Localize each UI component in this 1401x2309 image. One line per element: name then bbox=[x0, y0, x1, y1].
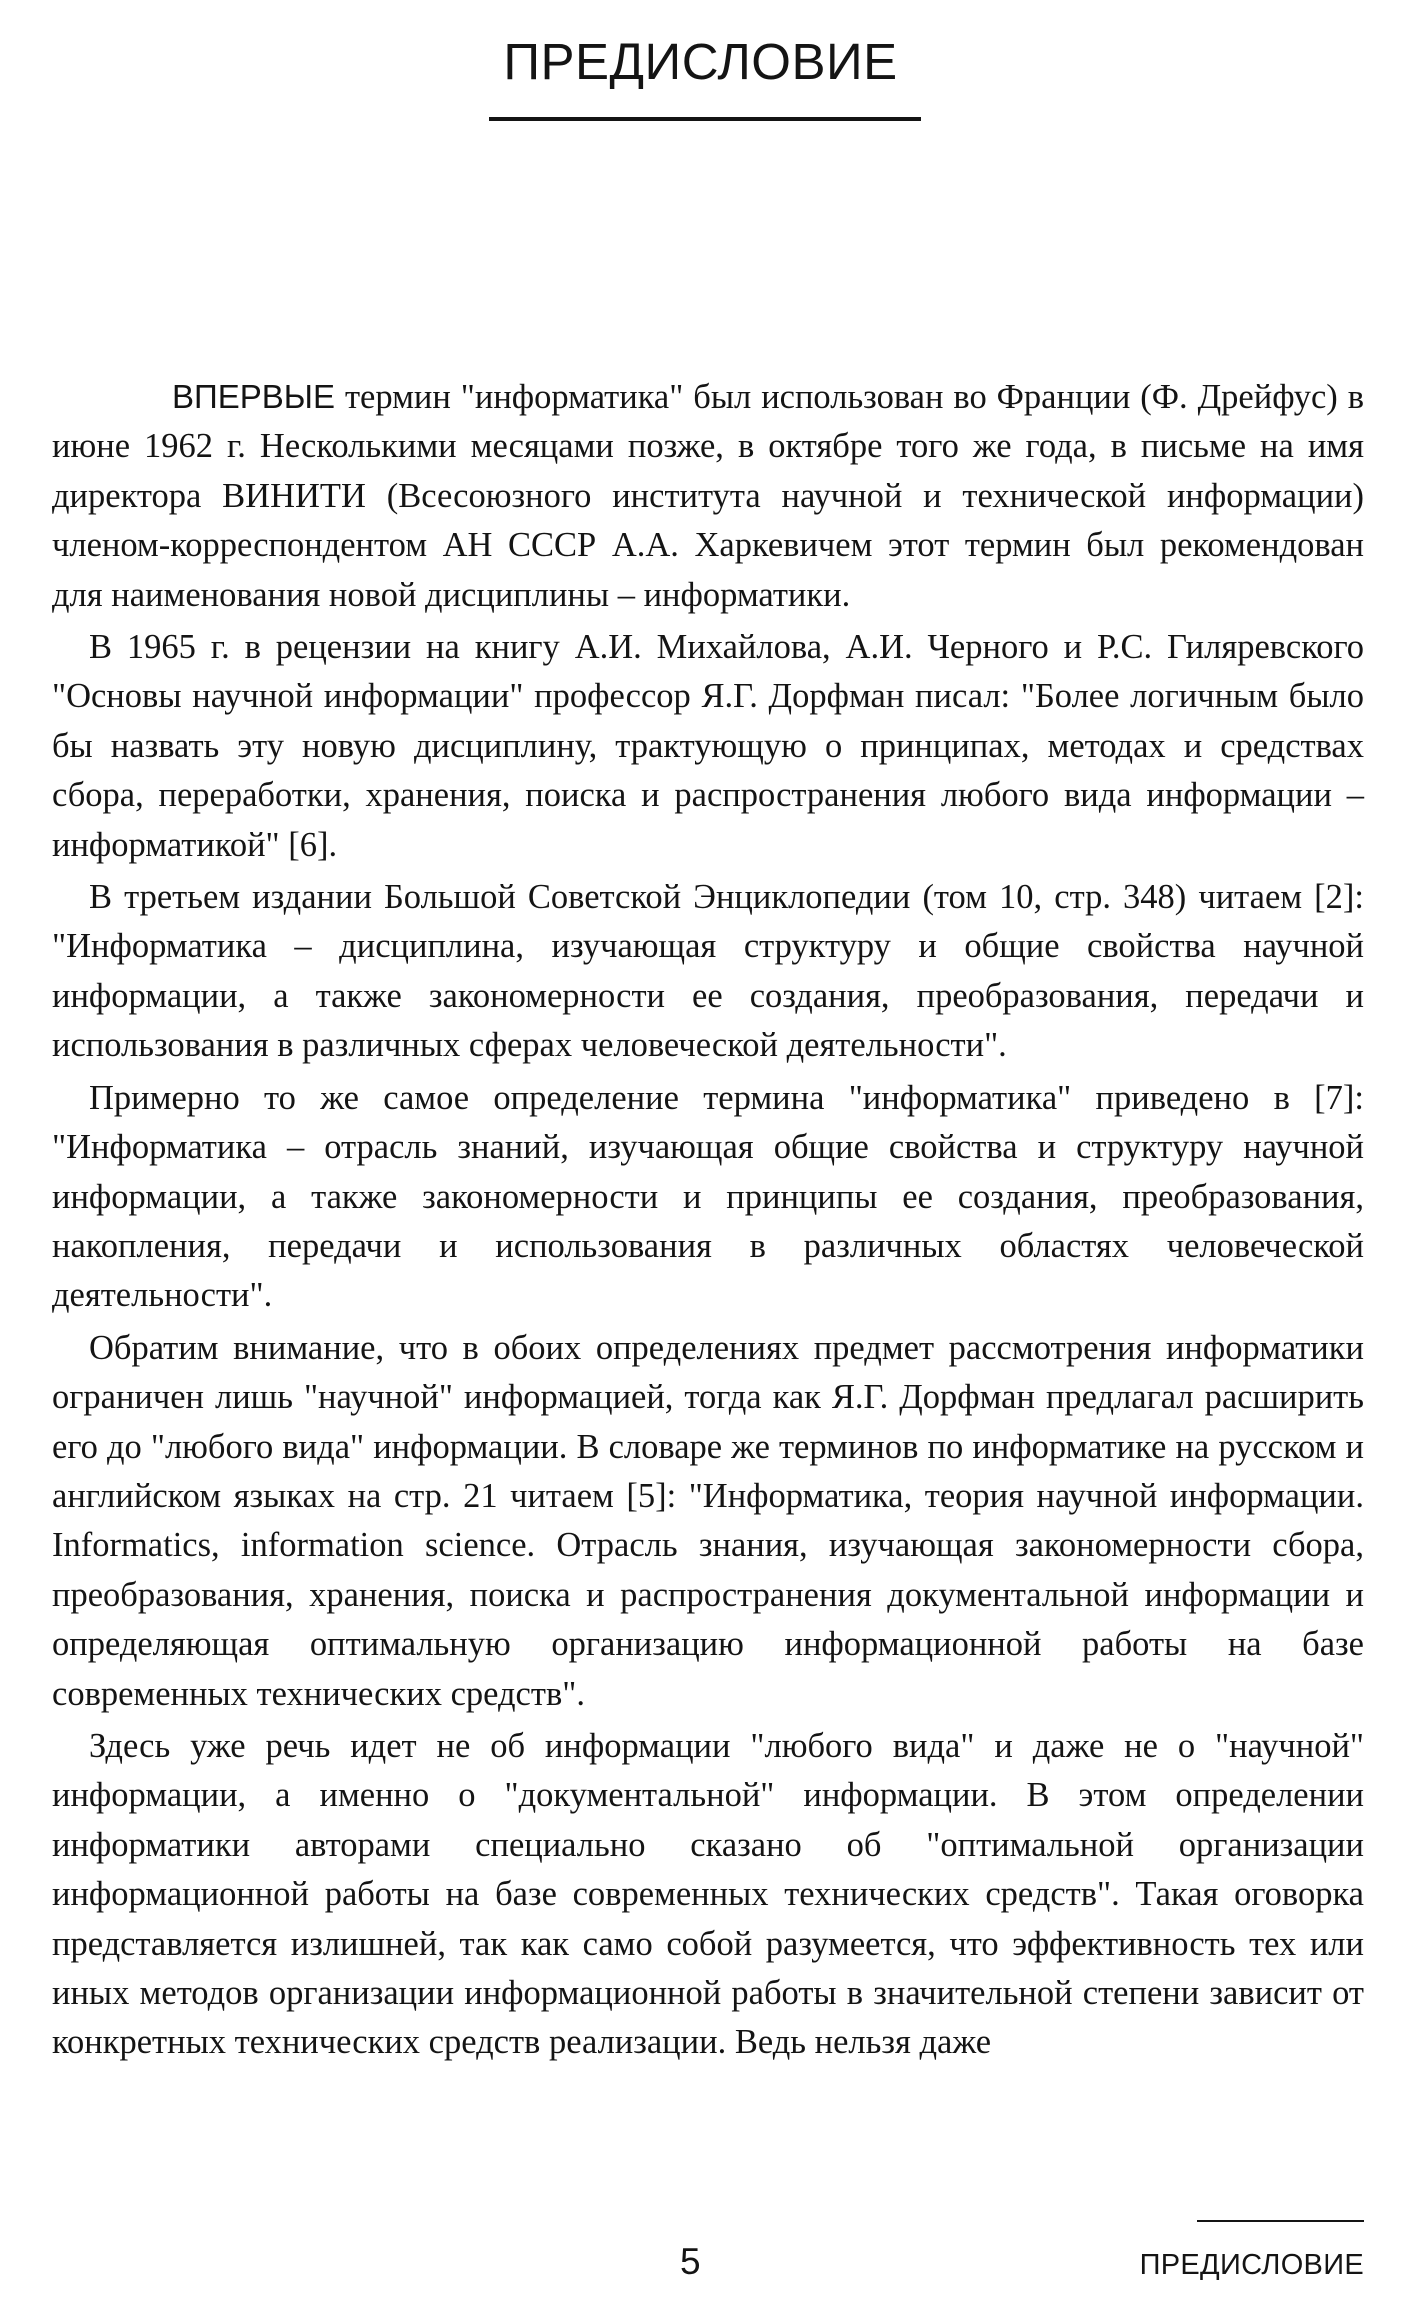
paragraph-1 bbox=[52, 372, 1364, 620]
body-text bbox=[52, 372, 1364, 2071]
lead-word: ВПЕРВЫЕ bbox=[172, 378, 335, 415]
paragraph-4: Примерно то же самое определение термина "информатика" приведено в [7]: "Информатика – отрасль знаний, изучающая общие свойства и структуру научной информации, а также закономерности и принципы ее создания, преобразования, накопления, передачи и использования в различных областях человеческой деятельности". bbox=[52, 1078, 1364, 1315]
paragraph-6: Здесь уже речь идет не об информации "любого вида" и даже не о "научной" информации, а именно о "документальной" информации. В этом определении информатики авторами специально сказано об "оптимальной организации информационной работы на базе современных технических средств". Такая оговорка представляется излишней, так как само собой разумеется, что эффективность тех или иных методов организации информационной работы в значительной степени зависит от конкретных технических средств реализации. Ведь нельзя даже bbox=[52, 1726, 1364, 2062]
paragraph-2: В 1965 г. в рецензии на книгу А.И. Михайлова, А.И. Черного и Р.С. Гиляревского "Основы научной информации" профессор Я.Г. Дорфман писал: "Более логичным было бы назвать эту новую дисциплину, трактующую о принципах, методах и средствах сбора, переработки, хранения, поиска и распространения любого вида информации – информатикой" [6]. bbox=[52, 628, 1364, 864]
footer-rule bbox=[1197, 2220, 1364, 2222]
page-number: 5 bbox=[680, 2241, 701, 2282]
running-head: ПРЕДИСЛОВИЕ bbox=[1139, 2249, 1364, 2281]
page-title: ПРЕДИСЛОВИЕ bbox=[503, 33, 898, 90]
paragraph-1-text: термин "информатика" был использован во Франции (Ф. Дрейфус) в июне 1962 г. Несколькими месяцами позже, в октябре того же года, в письме на имя директора ВИНИТИ (Всесоюзного института научной и технической информации) членом-корреспондентом АН СССР А.А. Харкевичем этот термин был рекомендован для наименования новой дисциплины – информатики. bbox=[52, 378, 1364, 614]
paragraph-5: Обратим внимание, что в обоих определениях предмет рассмотрения информатики ограничен лишь "научной" информацией, тогда как Я.Г. Дорфман предлагал расширить его до "любого вида" информации. В словаре же терминов по информатике на русском и английском языках на стр. 21 читаем [5]: "Информатика, теория научной информации. Informatics, information science. Отрасль знания, изучающая закономерности сбора, преобразования, хранения, поиска и распространения документальной информации и определяющая оптимальную организацию информационной работы на базе современных технических средств". bbox=[52, 1328, 1364, 1713]
paragraph-3: В третьем издании Большой Советской Энциклопедии (том 10, стр. 348) читаем [2]: "Информатика – дисциплина, изучающая структуру и общие свойства научной информации, а также закономерности ее создания, преобразования, передачи и использования в различных сферах человеческой деятельности". bbox=[52, 878, 1364, 1065]
title-underline bbox=[489, 117, 921, 121]
